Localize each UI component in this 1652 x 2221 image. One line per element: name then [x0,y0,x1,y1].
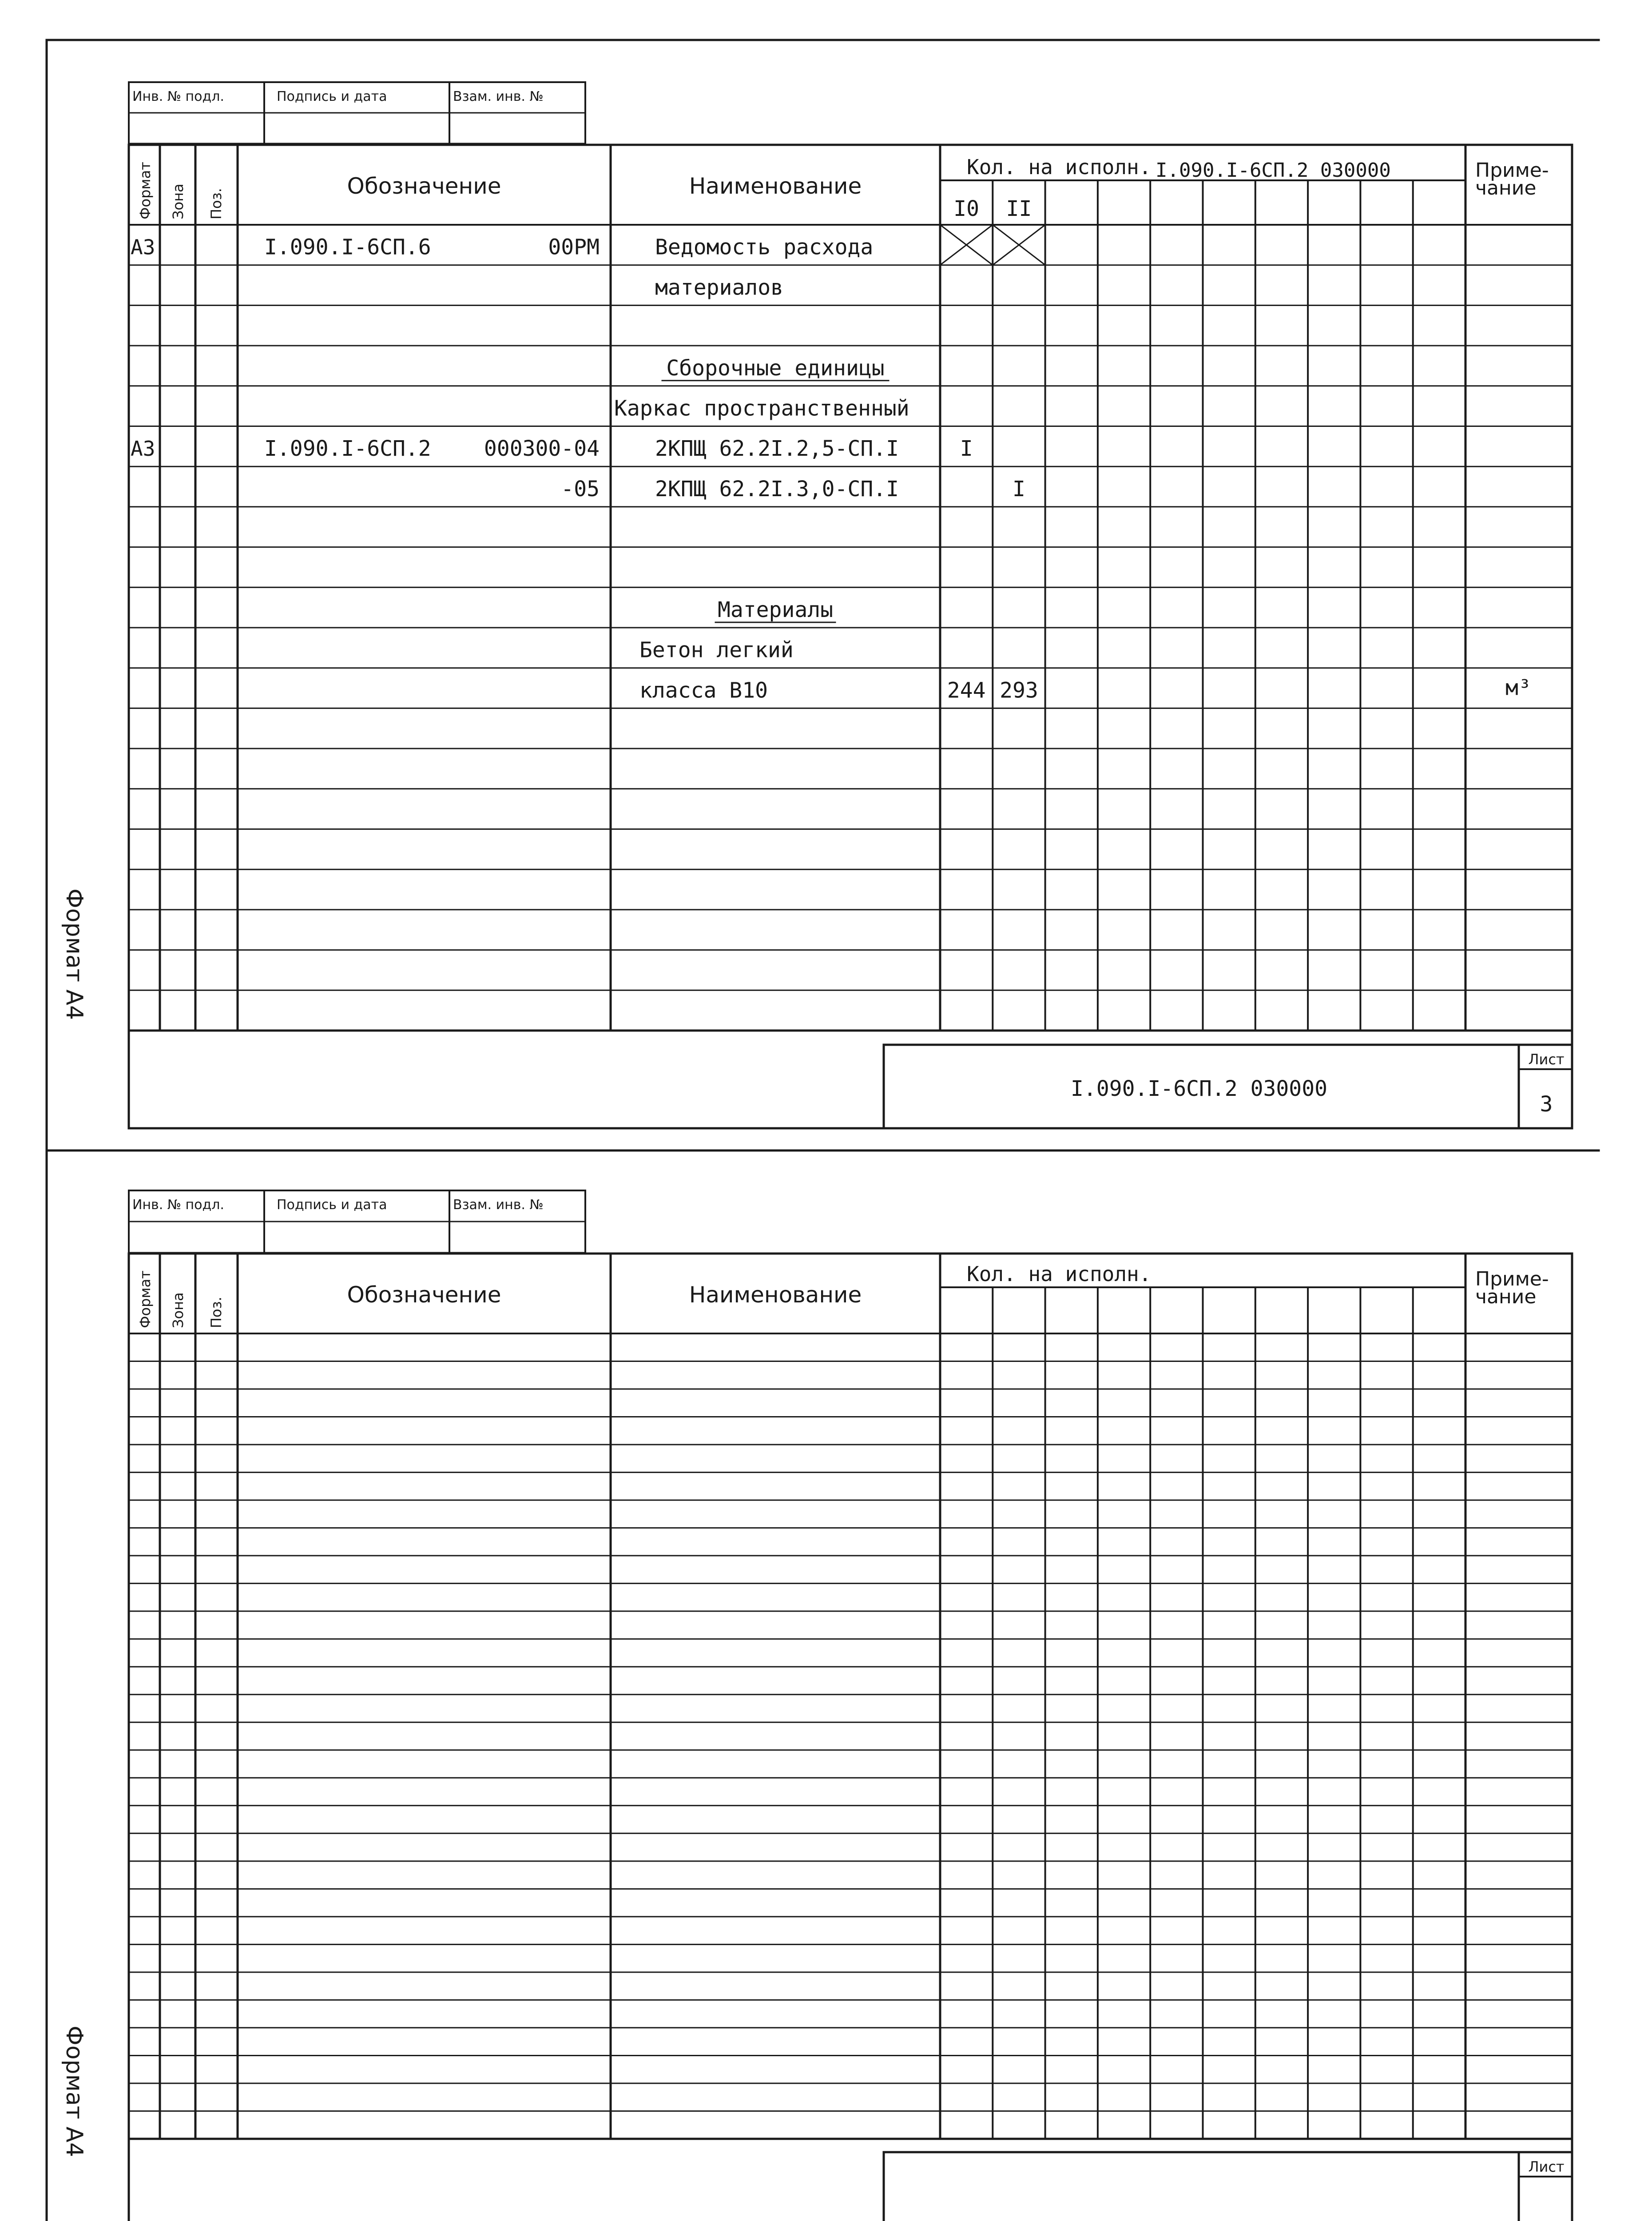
row-note: м³ [1505,675,1531,701]
row-designation-code: -05 [561,476,600,502]
row-designation: I.090.I-6СП.6 [264,235,431,260]
row-designation: I.090.I-6СП.2 [264,436,431,462]
header-name: Наименование [689,1282,862,1308]
header-pos: Поз. [208,1297,225,1328]
header-zone: Зона [170,183,187,219]
header-format: Формат [137,1270,154,1328]
row-designation-code: 00РМ [548,235,600,260]
row-qty-q11: I [1012,476,1025,502]
header-qty-document: I.090.I-6СП.2 030000 [1156,159,1391,182]
header-format: Формат [137,162,154,219]
row-format: А3 [131,235,155,259]
row-designation-code: 000300-04 [484,436,600,462]
header-note-line-1: Приме- [1475,1268,1549,1290]
header-note-line-2: чание [1475,177,1537,199]
header-qty: Кол. на исполн. [967,1262,1152,1286]
header-zone: Зона [170,1292,187,1328]
header-designation: Обозначение [347,173,501,199]
row-qty-q10: 244 [947,678,986,703]
stamp-replace-inv-label: Взам. инв. № [453,89,544,104]
row-qty-q11: 293 [1000,678,1038,703]
row-name: 2КПЩ 62.2I.3,0-СП.I [655,476,899,502]
row-name: Каркас пространственный [614,396,909,421]
header-note-line-1: Приме- [1475,159,1549,182]
stamp-inv-no-label: Инв. № подл. [132,1197,224,1213]
header-name: Наименование [689,173,862,199]
header-col-10: I0 [953,196,980,221]
header-col-11: II [1006,196,1032,221]
stamp-sign-date-label: Подпись и дата [277,1197,387,1213]
row-format: А3 [131,437,155,461]
format-side-label-upper: Формат А4 [61,888,87,1020]
header-note-line-2: чание [1475,1286,1537,1308]
row-name: материалов [655,275,783,300]
header-qty: Кол. на исполн. [967,155,1152,179]
row-name: класса В10 [639,678,768,703]
row-name: 2КПЩ 62.2I.2,5-СП.I [655,436,899,462]
row-name: Материалы [717,597,834,622]
stamp-replace-inv-label: Взам. инв. № [453,1197,544,1213]
row-name: Бетон легкий [639,637,794,663]
header-designation: Обозначение [347,1282,501,1308]
titleblock-sheet-number: 3 [1540,1092,1553,1117]
row-qty-q10: I [960,436,973,462]
specification-sheet-lower [129,1190,1572,2221]
specification-sheet-upper [129,82,1572,1128]
titleblock-document-code: I.090.I-6СП.2 030000 [1071,1076,1327,1101]
row-name: Сборочные единицы [666,355,885,381]
titleblock-sheet-label: Лист [1528,2158,1565,2175]
row-name: Ведомость расхода [655,235,874,260]
stamp-inv-no-label: Инв. № подл. [132,89,224,104]
stamp-sign-date-label: Подпись и дата [277,89,387,104]
format-side-label-lower: Формат А4 [61,2026,87,2157]
header-pos: Поз. [208,188,225,219]
titleblock-sheet-label: Лист [1528,1051,1565,1068]
